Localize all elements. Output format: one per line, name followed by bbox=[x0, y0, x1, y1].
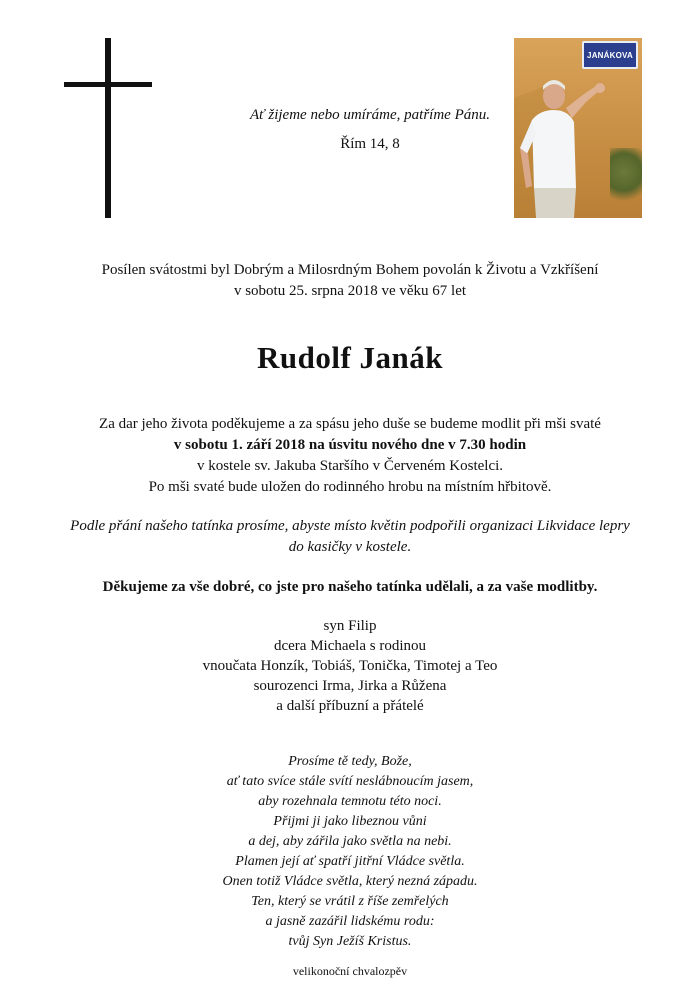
mourner-line: a další příbuzní a přátelé bbox=[276, 698, 424, 714]
plant-image bbox=[610, 148, 642, 208]
mass-line-4: Po mši svaté bude uložen do rodinného hrobu na místním hřbitově. bbox=[148, 479, 552, 495]
thanks-line: Děkujeme za vše dobré, co jste pro našeho tatínka udělali, a za vaše modlitby. bbox=[102, 579, 598, 595]
mourner-line: syn Filip bbox=[323, 618, 377, 634]
mourner-line: dcera Michaela s rodinou bbox=[273, 638, 427, 654]
prayer-line: tvůj Syn Ježíš Kristus. bbox=[288, 934, 412, 949]
prayer-line: Ten, který se vrátil z říše zemřelých bbox=[251, 894, 449, 909]
deceased-photo bbox=[514, 38, 642, 218]
wish-line-2: do kasičky v kostele. bbox=[288, 539, 412, 555]
prayer-line: Prosíme tě tedy, Bože, bbox=[288, 754, 412, 769]
cross-icon bbox=[64, 38, 152, 218]
prayer-line: Plamen její ať spatří jitřní Vládce světla. bbox=[235, 854, 465, 869]
announcement-line-2: v sobotu 25. srpna 2018 ve věku 67 let bbox=[233, 283, 467, 299]
mourner-line: sourozenci Irma, Jirka a Růžena bbox=[253, 678, 447, 694]
prayer-source: velikonoční chvalozpěv bbox=[292, 964, 408, 978]
verse-reference: Řím 14, 8 bbox=[340, 136, 400, 152]
mourner-line: vnoučata Honzík, Tobiáš, Tonička, Timotej a Teo bbox=[202, 658, 498, 674]
prayer-line: a dej, aby zářila jako světla na nebi. bbox=[248, 834, 452, 849]
mass-line-3: v kostele sv. Jakuba Staršího v Červeném Kostelci. bbox=[196, 458, 504, 474]
deceased-name: Rudolf Janák bbox=[256, 340, 444, 375]
prayer-line: Přijmi ji jako libeznou vůni bbox=[273, 814, 427, 829]
street-sign: JANÁKOVA bbox=[582, 41, 638, 69]
mass-line-1: Za dar jeho života poděkujeme a za spásu jeho duše se budeme modlit při mši svaté bbox=[99, 416, 601, 432]
announcement-line-1: Posílen svátostmi byl Dobrým a Milosrdným Bohem povolán k Životu a Vzkříšení bbox=[101, 262, 599, 278]
prayer-line: a jasně zazářil lidskému rodu: bbox=[265, 914, 435, 929]
prayer-line: Onen totiž Vládce světla, který nezná západu. bbox=[222, 874, 478, 889]
wish-line-1: Podle přání našeho tatínka prosíme, abyste místo květin podpořili organizaci Likvidace lepry bbox=[70, 518, 630, 534]
prayer-line: aby rozehnala temnotu této noci. bbox=[258, 794, 442, 809]
mass-line-2: v sobotu 1. září 2018 na úsvitu nového dne v 7.30 hodin bbox=[173, 437, 527, 453]
verse-quote: Ať žijeme nebo umíráme, patříme Pánu. bbox=[250, 107, 490, 123]
prayer-line: ať tato svíce stále svítí neslábnoucím jasem, bbox=[226, 774, 474, 789]
